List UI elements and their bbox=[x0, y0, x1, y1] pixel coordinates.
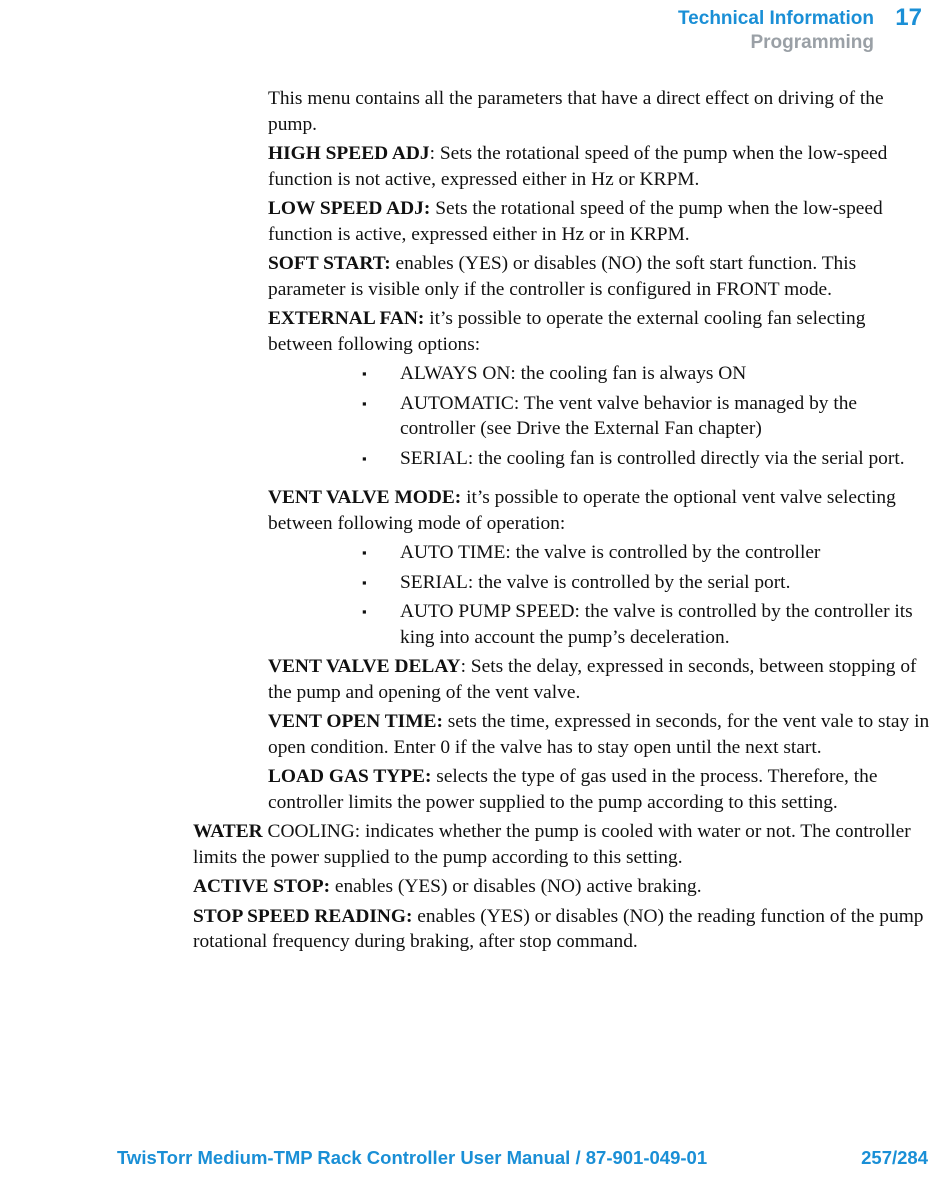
param-desc: Sets the rotational speed of the pump when the low-speed function is active, expressed either in Hz or in KRPM. bbox=[268, 198, 883, 245]
param-term: WATER bbox=[193, 821, 263, 842]
param-desc: enables (YES) or disables (NO) the soft start function. This parameter is visible only if the controller is configured in FRONT mode. bbox=[268, 253, 857, 300]
param-term: VENT VALVE DELAY bbox=[268, 656, 461, 677]
param-desc: indicates whether the pump is cooled with water or not. The controller limits the power supplied to the pump according to this setting. bbox=[193, 821, 911, 868]
param-soft-start bbox=[268, 251, 930, 302]
section-title: Technical Information bbox=[677, 8, 874, 29]
param-term: LOW SPEED ADJ: bbox=[268, 198, 431, 219]
subsection-title: Programming bbox=[750, 32, 874, 53]
param-active-stop bbox=[193, 874, 930, 900]
list-item: ▪ SERIAL: the valve is controlled by the serial port. bbox=[400, 570, 920, 596]
param-term: STOP SPEED READING: bbox=[193, 905, 413, 927]
list-item: ▪ AUTOMATIC: The vent valve behavior is managed by the controller (see Drive the External Fan chapter) bbox=[400, 391, 920, 442]
param-vent-valve-delay bbox=[268, 654, 930, 705]
param-term: SOFT START: bbox=[268, 253, 391, 274]
param-desc: it’s possible to operate the optional vent valve selecting between following mode of operation: bbox=[268, 487, 896, 534]
chapter-number: 17 bbox=[895, 4, 922, 31]
param-desc: sets the time, expressed in seconds, for the vent vale to stay in open condition. Enter 0 if the valve has to stay open until the next start. bbox=[268, 711, 930, 758]
param-term: LOAD GAS TYPE: bbox=[268, 766, 432, 787]
param-vent-open-time bbox=[268, 709, 930, 760]
list-item: ▪ AUTO PUMP SPEED: the valve is controlled by the controller its king into account the pump’s deceleration. bbox=[400, 599, 920, 650]
list-item: ▪ AUTO TIME: the valve is controlled by the controller bbox=[400, 540, 920, 566]
param-desc: enables (YES) or disables (NO) the reading function of the pump rotational frequency during braking, after stop command. bbox=[193, 905, 924, 952]
param-term: EXTERNAL FAN: bbox=[268, 308, 425, 329]
intro-paragraph: This menu contains all the parameters that have a direct effect on driving of the pump. bbox=[268, 88, 884, 135]
param-term: VENT VALVE MODE: bbox=[268, 487, 462, 508]
param-desc: selects the type of gas used in the process. Therefore, the controller limits the power supplied to the pump according to this setting. bbox=[268, 766, 878, 813]
manual-title: TwisTorr Medium-TMP Rack Controller User Manual / 87-901-049-01 bbox=[117, 1147, 708, 1168]
list-item: ▪ ALWAYS ON: the cooling fan is always ON bbox=[400, 361, 920, 387]
body-text bbox=[0, 86, 950, 959]
page-number: 257/284 bbox=[861, 1147, 928, 1168]
list-item: ▪ SERIAL: the cooling fan is controlled directly via the serial port. bbox=[400, 446, 920, 472]
param-term-rest: COOLING: bbox=[262, 821, 361, 842]
param-low-speed-adj bbox=[268, 196, 930, 247]
param-term: ACTIVE STOP: bbox=[193, 876, 331, 897]
param-desc: : Sets the delay, expressed in seconds, between stopping of the pump and opening of the vent valve. bbox=[268, 656, 917, 703]
vent-options-list bbox=[0, 540, 950, 650]
param-external-fan bbox=[268, 306, 930, 357]
param-water-cooling bbox=[193, 819, 930, 870]
param-stop-speed-reading bbox=[193, 904, 930, 955]
fan-options-list bbox=[0, 361, 950, 471]
param-term: VENT OPEN TIME: bbox=[268, 711, 443, 732]
param-high-speed-adj bbox=[268, 141, 930, 192]
param-load-gas-type bbox=[268, 764, 930, 815]
param-desc: : Sets the rotational speed of the pump when the low-speed function is not active, expressed either in Hz or KRPM. bbox=[268, 143, 888, 190]
param-desc: enables (YES) or disables (NO) active braking. bbox=[330, 876, 702, 897]
param-term: HIGH SPEED ADJ bbox=[268, 143, 430, 164]
param-vent-valve-mode bbox=[268, 485, 930, 536]
param-desc: it’s possible to operate the external cooling fan selecting between following options: bbox=[268, 308, 866, 355]
